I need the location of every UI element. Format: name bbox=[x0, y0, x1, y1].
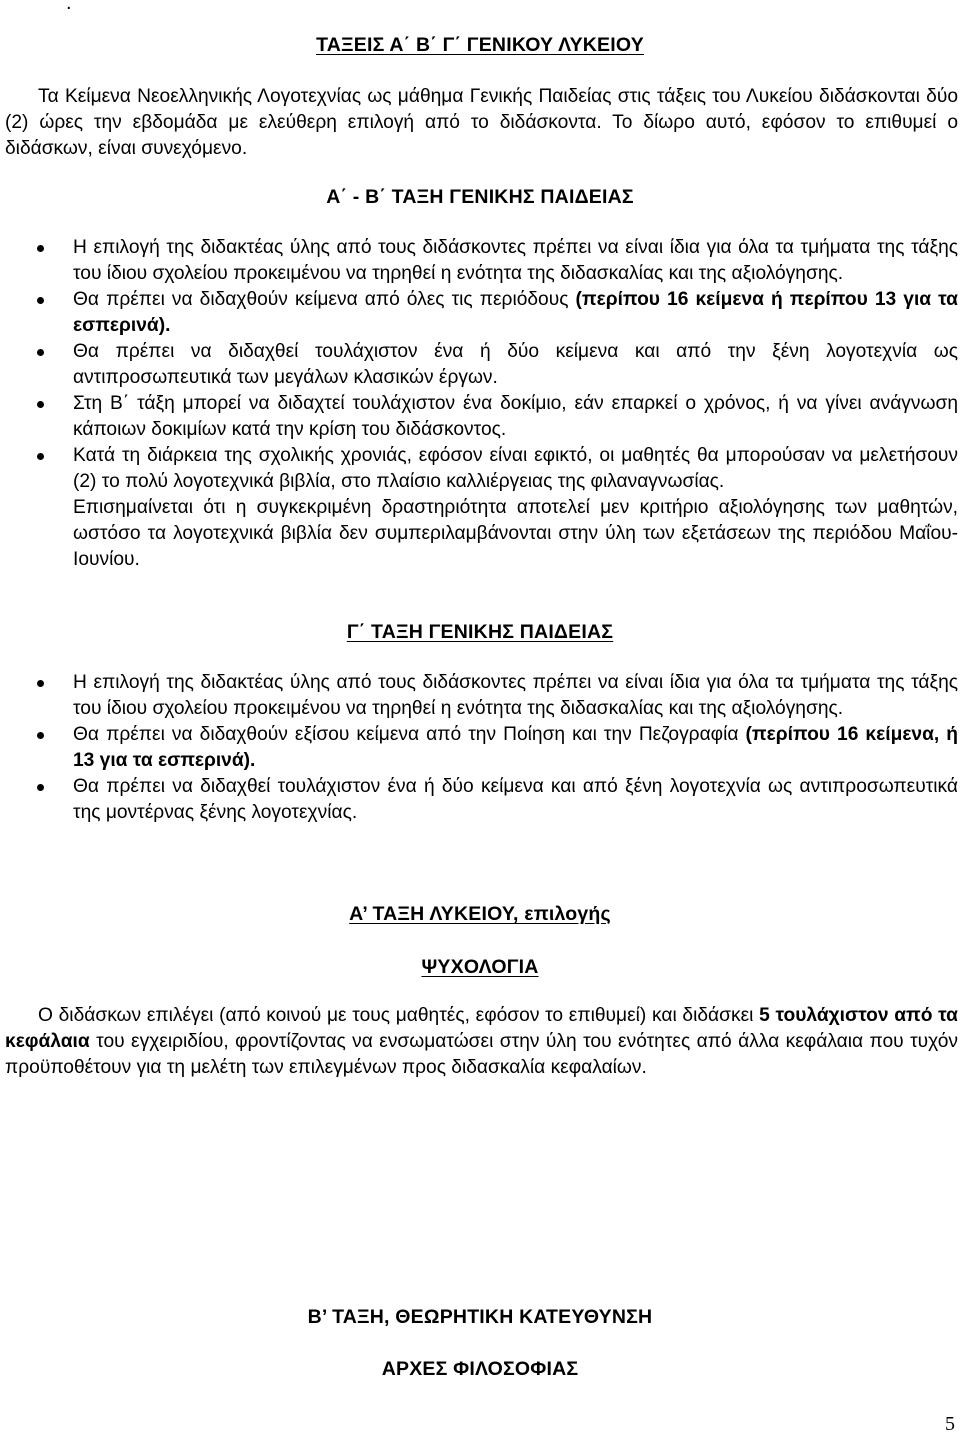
bullet-icon bbox=[37, 784, 44, 791]
list-item bbox=[0, 670, 960, 722]
bullet-icon bbox=[37, 680, 44, 687]
list-item bbox=[0, 287, 960, 339]
section-ab-note: Επισημαίνεται ότι η συγκεκριμένη δραστηριότητα αποτελεί μεν κριτήριο αξιολόγησης των μαθητών, ωστόσο τα λογοτεχνικά βιβλία δεν συμπεριλαμβάνονται στην ύλη των εξετάσεων της περιόδου Μαΐου-Ιουνίου. bbox=[73, 497, 958, 570]
list-item bbox=[0, 339, 960, 391]
list-item-bold-text: (περίπου 16 κείμενα, ή 13 για τα εσπερινά). bbox=[73, 724, 958, 771]
bullet-icon bbox=[37, 453, 44, 460]
bullet-icon bbox=[37, 297, 44, 304]
list-item bbox=[0, 443, 960, 495]
top-mark: . bbox=[66, 0, 72, 14]
list-item-text: Θα πρέπει να διδαχθούν εξίσου κείμενα από την Ποίηση και την Πεζογραφία bbox=[73, 724, 746, 745]
bullet-icon bbox=[37, 732, 44, 739]
list-item-text: Θα πρέπει να διδαχθεί τουλάχιστον ένα ή δύο κείμενα και από ξένη λογοτεχνία ως αντιπροσωπευτικά της μοντέρνας ξένης λογοτεχνίας. bbox=[73, 776, 958, 823]
list-item bbox=[0, 235, 960, 287]
list-item bbox=[0, 722, 960, 774]
section-c-heading: Γ΄ ΤΑΞΗ ΓΕΝΙΚΗΣ ΠΑΙΔΕΙΑΣ bbox=[346, 621, 614, 643]
list-item-bold-text: (περίπου 16 κείμενα ή περίπου 13 για τα εσπερινά). bbox=[73, 289, 958, 336]
section-c-list bbox=[0, 670, 960, 826]
section-a-choice-heading: Α’ ΤΑΞΗ ΛΥΚΕΙΟΥ, επιλογής bbox=[349, 903, 611, 925]
paragraph-text: Ο διδάσκων επιλέγει (από κοινού με τους μαθητές, εφόσον το επιθυμεί) και διδάσκει bbox=[38, 1005, 760, 1026]
main-title: ΤΑΞΕΙΣ Α΄ Β΄ Γ΄ ΓΕΝΙΚΟΥ ΛΥΚΕΙΟΥ bbox=[316, 34, 644, 56]
paragraph-bold-text: 5 τουλάχιστον από τα κεφάλαια bbox=[5, 1005, 958, 1052]
list-item-text: Θα πρέπει να διδαχθεί τουλάχιστον ένα ή δύο κείμενα και από την ξένη λογοτεχνία ως αντιπροσωπευτικά των μεγάλων κλασικών έργων. bbox=[73, 341, 958, 388]
bullet-icon bbox=[37, 401, 44, 408]
psychology-subject: ΨΥΧΟΛΟΓΙΑ bbox=[421, 956, 539, 978]
section-ab-heading: Α΄ - Β΄ ΤΑΞΗ ΓΕΝΙΚΗΣ ΠΑΙΔΕΙΑΣ bbox=[326, 186, 634, 208]
section-b-heading: Β’ ΤΑΞΗ, ΘΕΩΡΗΤΙΚΗ ΚΑΤΕΥΘΥΝΣΗ bbox=[307, 1306, 653, 1328]
list-item-text: Στη Β΄ τάξη μπορεί να διδαχτεί τουλάχιστον ένα δοκίμιο, εάν επαρκεί ο χρόνος, ή να γίνει ανάγνωση κάποιων δοκιμίων κατά την κρίση του διδάσκοντος. bbox=[73, 393, 958, 440]
philosophy-subject: ΑΡΧΕΣ ΦΙΛΟΣΟΦΙΑΣ bbox=[381, 1358, 579, 1380]
bullet-icon bbox=[37, 349, 44, 356]
section-ab-list bbox=[0, 235, 960, 573]
list-item bbox=[0, 774, 960, 826]
bullet-icon bbox=[37, 245, 44, 252]
page-number: 5 bbox=[945, 1413, 955, 1435]
psychology-paragraph bbox=[5, 1003, 958, 1081]
list-item-text: Θα πρέπει να διδαχθούν κείμενα από όλες τις περιόδους bbox=[73, 289, 576, 310]
list-item-text: Κατά τη διάρκεια της σχολικής χρονιάς, εφόσον είναι εφικτό, οι μαθητές θα μπορούσαν να μελετήσουν (2) το πολύ λογοτεχνικά βιβλία, στο πλαίσιο καλλιέργειας της φιλαναγνωσίας. bbox=[73, 445, 958, 492]
list-item bbox=[0, 391, 960, 443]
paragraph-text: του εγχειριδίου, φροντίζοντας να ενσωματώσει στην ύλη του ενότητες από άλλα κεφάλαια που τυχόν προϋποθέτουν για τη μελέτη των επιλεγμένων προς διδασκαλία κεφαλαίων. bbox=[5, 1031, 958, 1078]
list-item-text: Η επιλογή της διδακτέας ύλης από τους διδάσκοντες πρέπει να είναι ίδια για όλα τα τμήματα της τάξης του ίδιου σχολείου προκειμένου να τηρηθεί η ενότητα της διδασκαλίας και της αξιολόγησης. bbox=[73, 672, 958, 719]
list-item-text: Η επιλογή της διδακτέας ύλης από τους διδάσκοντες πρέπει να είναι ίδια για όλα τα τμήματα της τάξης του ίδιου σχολείου προκειμένου να τηρηθεί η ενότητα της διδασκαλίας και της αξιολόγησης. bbox=[73, 237, 958, 284]
intro-paragraph: Τα Κείμενα Νεοελληνικής Λογοτεχνίας ως μάθημα Γενικής Παιδείας στις τάξεις του Λυκείου διδάσκονται δύο (2) ώρες την εβδομάδα με ελεύθερη επιλογή από το διδάσκοντα. Το δίωρο αυτό, εφόσον το επιθυμεί ο διδάσκων, είναι συνεχόμενο. bbox=[5, 86, 958, 159]
